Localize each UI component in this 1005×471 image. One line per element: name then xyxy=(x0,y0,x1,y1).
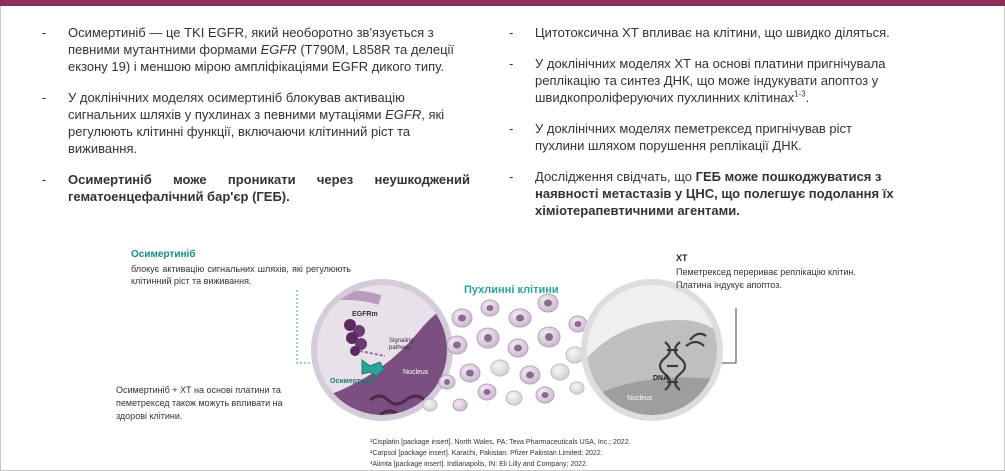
left-bullet-2 xyxy=(42,89,470,157)
left-bullet-3 xyxy=(42,171,470,205)
reference-3: ³Alimta [package insert]. Indianapolis, IN: Eli Lilly and Company; 2022. xyxy=(370,461,588,468)
xt-callout-text xyxy=(676,266,906,292)
signaling-label-1: Signaling xyxy=(389,338,414,344)
xt-callout-line-2: Платина індукує апоптоз. xyxy=(676,280,782,290)
bullet-dash: - xyxy=(509,169,514,184)
left-column xyxy=(42,24,470,219)
healthy-cells-note: Осимертиніб + ХТ на основі платини та пеметрексед також можуть впливати на здорові клітини. xyxy=(116,385,283,421)
references xyxy=(370,437,631,470)
dna-label: DNA xyxy=(653,375,669,382)
xt-callout-title: ХТ xyxy=(676,253,688,263)
bullet-dash: - xyxy=(509,25,514,40)
bullet-text: У доклінічних моделях осимертиніб блокував активацію сигнальних шляхів у пухлинах з певними мутаціями EGFR, які регулюють клітинні функції, включаючи клітинний ріст та виживання. xyxy=(68,90,445,156)
bullet-dash: - xyxy=(42,25,47,40)
right-bullet-1 xyxy=(509,24,904,41)
osimertinib-callout-text: блокує активацію сигнальних шляхів, які регулюють клітинний ріст та виживання. xyxy=(131,264,351,286)
bullet-text: У доклінічних моделях ХТ на основі платини пригнічувала реплікацію та синтез ДНК, що може індукувати апоптоз у швидкопроліферуючих пухлинних клітинах$^{1-3}$. xyxy=(535,56,886,105)
egfr-label: EGFRm xyxy=(352,311,378,318)
reference-2: ²Carpsol [package insert]. Karachi, Pakistan: Pfizer Pakistan Limited; 2022. xyxy=(370,450,603,457)
nucleus-left-label: Nucleus xyxy=(403,369,429,376)
bullet-text: Осимертиніб може проникати через неушкоджений гематоенцефалічний бар'єр (ГЕБ). xyxy=(68,172,470,204)
xt-callout-line-1: Пеметрексед перериває реплікацію клітин. xyxy=(676,267,856,277)
right-bullet-2 xyxy=(509,55,904,106)
bullet-dash: - xyxy=(42,172,47,187)
drug-label: Осимертиніб xyxy=(330,378,376,385)
right-bullet-3 xyxy=(509,120,904,154)
bullet-text: Цитотоксична ХТ впливає на клітини, що швидко діляться. xyxy=(535,25,890,40)
right-bullet-4 xyxy=(509,168,904,219)
tumor-cells-label: Пухлинні клітини xyxy=(464,284,559,296)
bullet-text: Осимертиніб — це TKI EGFR, який необоротно зв'язується з певними мутантними формами EGFR (T790M, L858R та делеції екзону 19) і меншою мірою ампліфікаціями EGFR дикого типу. xyxy=(68,25,455,74)
bullet-dash: - xyxy=(509,121,514,136)
bullet-dash: - xyxy=(42,90,47,105)
top-accent-bar xyxy=(0,0,1005,6)
left-bullet-1 xyxy=(42,24,470,75)
bullet-text: У доклінічних моделях пеметрексед пригнічував ріст пухлини шляхом порушення реплікації ДНК. xyxy=(535,121,852,153)
bullet-text: Дослідження свідчать, що ГЕБ може пошкоджуватися з наявності метастазів у ЦНС, що полегшує подолання їх хіміотерапевтичними агентами. xyxy=(535,169,894,218)
right-column xyxy=(509,24,904,233)
bullet-dash: - xyxy=(509,56,514,71)
nucleus-right-label: Nucleus xyxy=(627,395,653,402)
signaling-label-2: pathway xyxy=(389,345,412,351)
osimertinib-callout-title: Осимертиніб xyxy=(131,249,196,260)
reference-1: ¹Cisplatin [package insert]. North Wales, PA: Teva Pharmaceuticals USA, Inc.; 2022. xyxy=(370,439,631,446)
